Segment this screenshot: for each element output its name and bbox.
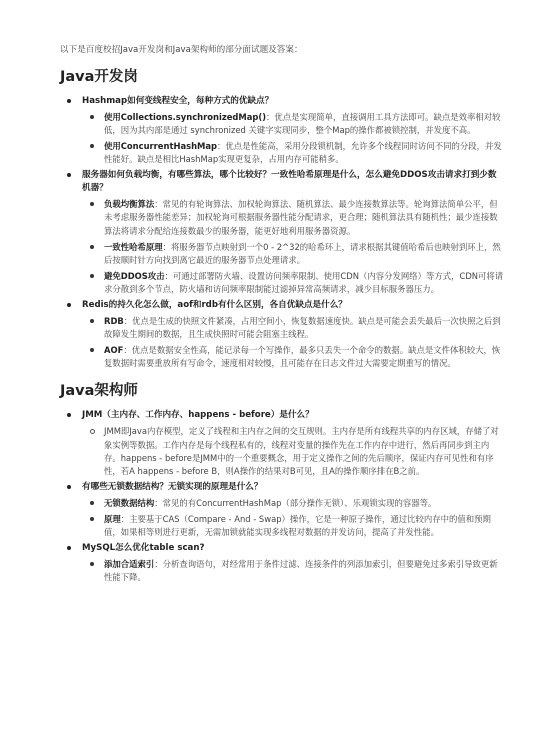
answer-item [82, 111, 504, 137]
answer-text: ：优点是实现简单，直接调用工具方法即可。缺点是效率相对较低，因为其内部是通过 synchronized 关键字实现同步，整个Map的操作都被锁控制，并发度不高。 [104, 112, 501, 136]
question-list [60, 95, 504, 370]
answer-list [82, 425, 504, 477]
answer-term: 原理 [104, 513, 121, 524]
answer-term: AOF [104, 345, 124, 356]
answer-text: ：常见的有ConcurrentHashMap（部分操作无锁）、乐观锁实现的容器等。 [154, 497, 437, 508]
answer-list [82, 315, 504, 370]
answer-text: ：优点是生成的快照文件紧凑，占用空间小，恢复数据速度快。缺点是可能会丢失最后一次快照之后到故障发生期间的数据，且生成快照时可能会阻塞主线程。 [104, 316, 501, 340]
answer-item [82, 241, 504, 267]
answer-text: ：优点是数据安全性高，能记录每一个写操作，最多只丢失一个命令的数据。缺点是文件体积较大，恢复数据时需要重放所有写命令，速度相对较慢，且可能存在日志文件过大需要定期重写的情况。 [104, 345, 501, 369]
question-item [60, 481, 504, 539]
answer-list [82, 497, 504, 539]
answer-term: 无锁数据结构 [104, 497, 155, 508]
section-title-java-dev: Java开发岗 [60, 69, 138, 85]
answer-term: RDB [104, 316, 124, 327]
answer-text: ：主要基于CAS（Compare - And - Swap）操作，它是一种原子操作，通过比较内存中的值和预期值，如果相等则进行更新，无需加锁就能实现多线程对数据的并发访问，提高了并发性能。 [104, 513, 491, 537]
question-text: Redis的持久化怎么做，aof和rdb有什么区别，各自优缺点是什么？ [82, 300, 347, 311]
section-title-java-architect: Java架构师 [60, 383, 138, 400]
question-text: 有哪些无锁数据结构？无锁实现的原理是什么？ [82, 481, 263, 492]
answer-text: ：将服务器节点映射到一个0 - 2^32的哈希环上，请求根据其键值哈希后也映射到环上，然后按顺时针方向找到离它最近的服务器节点处理请求。 [104, 241, 501, 265]
question-text: 服务器如何负载均衡，有哪些算法，哪个比较好？一致性哈希原理是什么，怎么避免DDOS攻击请求打到少数机器？ [82, 170, 497, 194]
answer-term: 避免DDOS攻击 [104, 270, 165, 281]
answer-term: 使用ConcurrentHashMap [104, 141, 218, 152]
question-text: MySQL怎么优化table scan? [82, 543, 205, 554]
question-item [60, 299, 504, 370]
answer-text: ：分析查询语句，对经常用于条件过滤、连接条件的列添加索引，但要避免过多索引导致更新性能下降。 [104, 559, 498, 583]
question-text: JMM（主内存、工作内存、happens - before）是什么？ [82, 410, 314, 421]
answer-item [82, 513, 504, 539]
answer-item [82, 497, 504, 510]
answer-term: 使用Collections.synchronizedMap() [104, 112, 267, 122]
answer-text: ：可通过部署防火墙、设置访问频率限制、使用CDN（内容分发网络）等方式，CDN可将请求分散到多个节点，防火墙和访问频率限制能过滤掉异常高频请求，减少目标服务器压力。 [104, 270, 504, 294]
answer-item [82, 270, 504, 296]
answer-item [82, 558, 504, 584]
answer-item [82, 140, 504, 166]
question-item [60, 95, 504, 166]
answer-text: ：常见的有轮询算法、加权轮询算法、随机算法、最少连接数算法等。轮询算法简单公平，但未考虑服务器性能差异；加权轮询可根据服务器性能分配请求，更合理；随机算法具有随机性；最少连接数算法将请求分配给连接数最少的服务器，能更好地利用服务器资源。 [104, 199, 498, 236]
answer-term: 负载均衡算法 [104, 199, 155, 210]
answer-term: 一致性哈希原理 [104, 241, 163, 252]
answer-list [82, 558, 504, 584]
answer-list [82, 111, 504, 166]
answer-item [82, 198, 504, 237]
answer-list [82, 198, 504, 296]
answer-item [82, 344, 504, 370]
question-item [60, 169, 504, 296]
question-list [60, 409, 504, 584]
intro-text: 以下是百度校招Java开发岗和Java架构师的部分面试题及答案： [60, 45, 303, 55]
answer-item [82, 315, 504, 341]
question-text: Hashmap如何变线程安全，每种方式的优缺点？ [82, 96, 274, 106]
question-item [60, 409, 504, 477]
question-item [60, 542, 504, 584]
answer-item [82, 425, 504, 477]
answer-text: ：优点是性能高，采用分段锁机制，允许多个线程同时访问不同的分段，并发性能好。缺点是相比HashMap实现更复杂，占用内存可能稍多。 [104, 141, 502, 165]
answer-term: 添加合适索引 [104, 559, 155, 570]
answer-text: JMM即Java内存模型，定义了线程和主内存之间的交互规则。主内存是所有线程共享的内存区域，存储了对象实例等数据。工作内存是每个线程私有的，线程对变量的操作先在工作内存中进行，然后再同步到主内存。happens - before是JMM中的一个重要概念，用于定义操作之间的先后顺序，保证内存可见性和有序性，若A happens - before B，则A操作的结果对B可见，且A的操作顺序排在B之前。 [104, 426, 499, 476]
